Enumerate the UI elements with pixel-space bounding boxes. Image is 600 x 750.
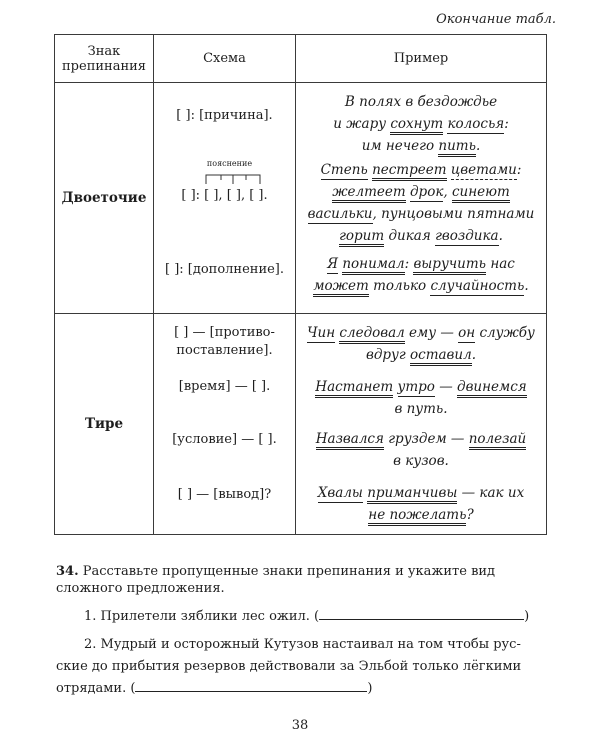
scheme-cell-dash — [154, 314, 296, 535]
table-caption: Окончание табл. — [436, 12, 556, 27]
exercise-item-2: 2. Мудрый и осторожный Кутузов настаивал на том чтобы рус- ские до прибытия резервов действовали за Эльбой только лёгкими отрядами. ( ) — [56, 637, 522, 696]
scheme-time: [время] — [ ]. — [178, 379, 271, 394]
explanation-label: пояснение — [206, 159, 253, 168]
answer-blank-2[interactable] — [135, 679, 367, 692]
example-4: Чин следовал ему — он службу вдруг оставил. — [300, 322, 542, 366]
header-scheme: Схема — [154, 35, 296, 83]
sign-dash: Тире — [55, 314, 154, 535]
scheme-contrast: [ ] — [противо- поставление]. — [174, 325, 275, 358]
examples-colon — [296, 83, 547, 314]
scheme-explanation: [ ]: [ ], [ ], [ ]. — [181, 188, 268, 203]
example-1: В полях в бездождье и жару сохнут колосья: им нечего пить. — [300, 91, 542, 157]
scheme-cell-colon — [154, 83, 296, 314]
explanation-bracket — [201, 171, 265, 185]
example-7: Хвалы приманчивы — как их не пожелать? — [300, 482, 542, 526]
page-number: 38 — [291, 718, 309, 733]
example-6: Назвался груздем — полезай в кузов. — [315, 431, 527, 469]
example-2: Степь пестреет цветами: желтеет дрок, синеют васильки, пунцовыми пятнами горит дикая гвоздика. — [300, 159, 542, 247]
scheme-condition: [условие] — [ ]. — [172, 432, 277, 447]
exercise-number: 34. — [56, 564, 79, 579]
header-example: Пример — [296, 35, 547, 83]
sign-colon: Двоеточие — [55, 83, 154, 314]
table-row — [55, 83, 547, 314]
punctuation-table — [54, 34, 547, 535]
scheme-addition: [ ]: [дополнение]. — [164, 262, 285, 277]
examples-dash — [296, 314, 547, 535]
table-row — [55, 314, 547, 535]
example-3: Я понимал: выручить нас может только случайность. — [300, 253, 542, 297]
exercise-instruction: Расставьте пропущенные знаки препинания и укажите вид сложного предложения. — [56, 564, 496, 596]
exercise-34 — [56, 563, 546, 597]
exercise-item-1: 1. Прилетели зяблики лес ожил. ( ) — [84, 609, 530, 624]
answer-blank-1[interactable] — [319, 607, 524, 620]
example-5: Настанет утро — двинемся в путь. — [315, 379, 527, 417]
header-sign: Знак препинания — [55, 35, 154, 83]
scheme-conclusion: [ ] — [вывод]? — [177, 487, 272, 502]
scheme-cause: [ ]: [причина]. — [176, 108, 273, 123]
